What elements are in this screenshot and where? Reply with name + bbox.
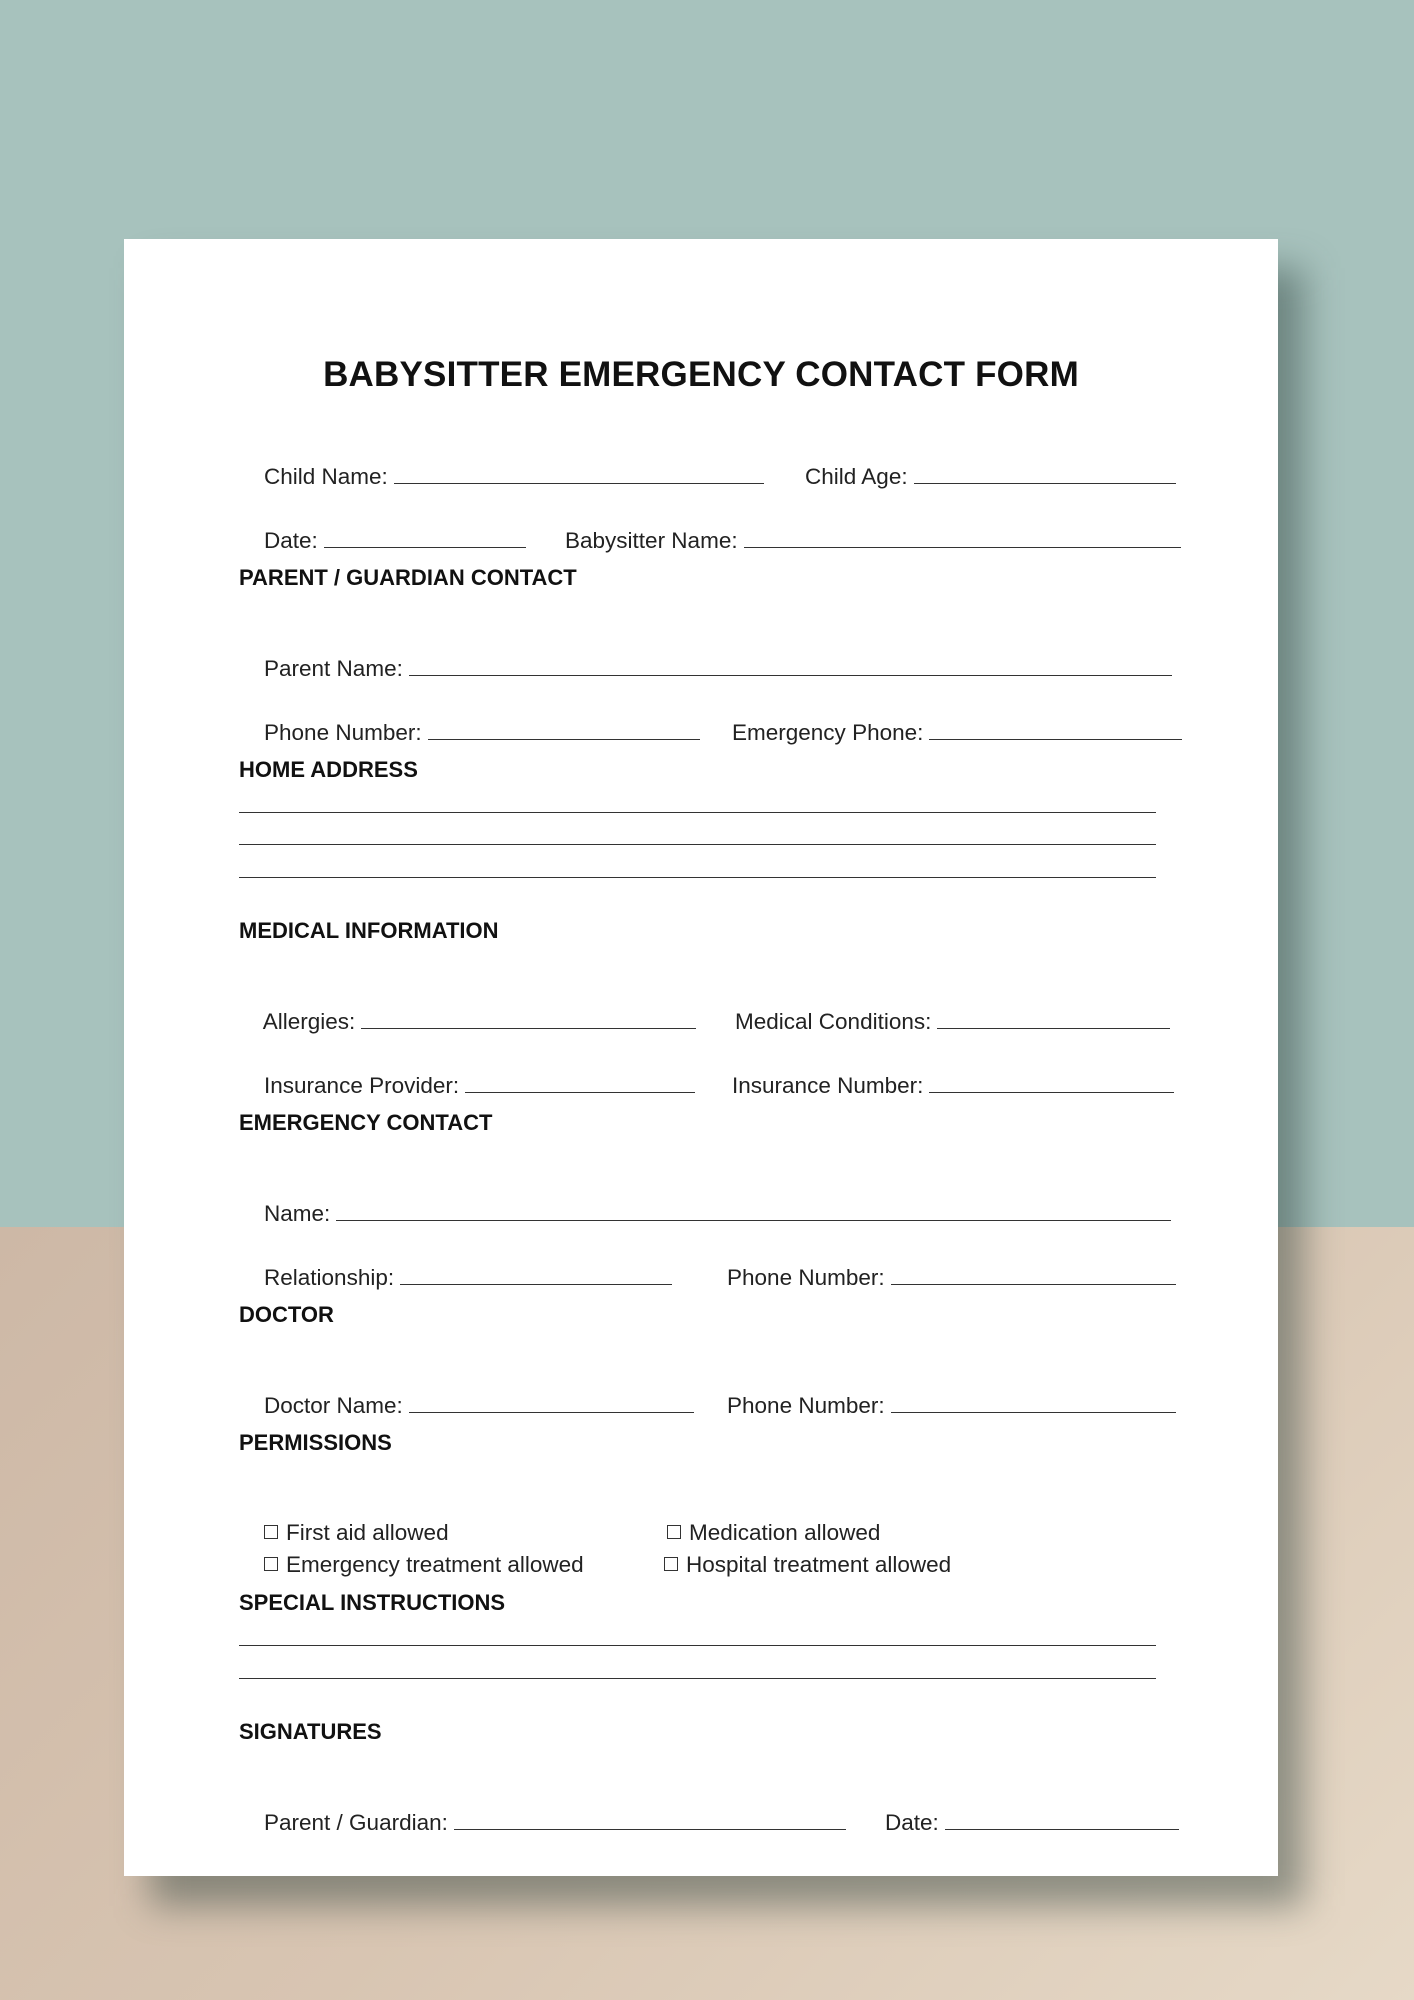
parent-name-label: Parent Name: [264, 656, 403, 681]
parent-guardian-signature-field[interactable] [454, 1809, 846, 1830]
doctor-name-field[interactable] [409, 1392, 694, 1413]
special-instructions-line-2[interactable] [239, 1678, 1156, 1679]
allergies-field[interactable] [361, 1008, 696, 1029]
relationship-label: Relationship: [264, 1265, 395, 1290]
emergency-phone-field[interactable] [929, 719, 1182, 740]
section-emergency-contact: EMERGENCY CONTACT [239, 1110, 493, 1135]
signature-date-field[interactable] [945, 1809, 1179, 1830]
date-field[interactable] [324, 527, 526, 548]
allergies-label: Allergies: [262, 1009, 356, 1034]
insurance-number-label: Insurance Number: [732, 1073, 924, 1098]
section-medical-information: MEDICAL INFORMATION [239, 918, 499, 943]
signature-date-label: Date: [885, 1810, 939, 1835]
ec-name-field[interactable] [336, 1200, 1171, 1221]
medical-conditions-label: Medical Conditions: [735, 1009, 932, 1034]
parent-name-field[interactable] [409, 655, 1172, 676]
checkbox-icon[interactable] [264, 1557, 278, 1571]
emergency-phone-label: Emergency Phone: [732, 720, 924, 745]
doctor-phone-label: Phone Number: [727, 1393, 885, 1418]
babysitter-name-label: Babysitter Name: [565, 528, 738, 553]
permission-emergency-treatment-label: Emergency treatment allowed [286, 1552, 584, 1577]
parent-guardian-signature-row [239, 1783, 846, 1862]
insurance-provider-label: Insurance Provider: [264, 1073, 460, 1098]
phone-number-label: Phone Number: [264, 720, 422, 745]
babysitter-name-field[interactable] [744, 527, 1181, 548]
form-paper [124, 239, 1278, 1876]
babysitter-row [540, 501, 1181, 580]
address-line-3[interactable] [239, 877, 1156, 878]
child-age-field[interactable] [914, 463, 1176, 484]
permission-medication-label: Medication allowed [689, 1520, 881, 1545]
doctor-phone-row [702, 1366, 1176, 1445]
checkbox-icon[interactable] [664, 1557, 678, 1571]
ec-name-label: Name: [264, 1201, 331, 1226]
section-special-instructions: SPECIAL INSTRUCTIONS [239, 1590, 506, 1615]
insurance-number-field[interactable] [929, 1072, 1174, 1093]
relationship-field[interactable] [400, 1264, 672, 1285]
ec-phone-field[interactable] [891, 1264, 1176, 1285]
address-line-2[interactable] [239, 844, 1156, 845]
child-name-label: Child Name: [264, 464, 388, 489]
section-doctor: DOCTOR [239, 1302, 334, 1327]
insurance-provider-field[interactable] [465, 1072, 695, 1093]
medical-conditions-field[interactable] [937, 1008, 1170, 1029]
section-parent-guardian: PARENT / GUARDIAN CONTACT [239, 565, 577, 590]
parent-guardian-label: Parent / Guardian: [264, 1810, 448, 1835]
signature-date-row [860, 1783, 1179, 1862]
section-home-address: HOME ADDRESS [239, 757, 418, 782]
doctor-phone-field[interactable] [891, 1392, 1176, 1413]
doctor-name-label: Doctor Name: [264, 1393, 403, 1418]
section-permissions: PERMISSIONS [239, 1430, 392, 1455]
permission-first-aid-label: First aid allowed [286, 1520, 449, 1545]
special-instructions-line-1[interactable] [239, 1645, 1156, 1646]
insurance-number-row [707, 1046, 1174, 1125]
emergency-phone-row [707, 693, 1182, 772]
child-age-label: Child Age: [805, 464, 908, 489]
permission-hospital[interactable] [639, 1526, 951, 1604]
form-title: BABYSITTER EMERGENCY CONTACT FORM [323, 355, 1079, 394]
address-line-1[interactable] [239, 812, 1156, 813]
section-signatures: SIGNATURES [239, 1719, 382, 1744]
ec-phone-row [702, 1238, 1176, 1317]
child-name-field[interactable] [394, 463, 764, 484]
ec-phone-label: Phone Number: [727, 1265, 885, 1290]
permission-hospital-label: Hospital treatment allowed [686, 1552, 952, 1577]
date-label: Date: [264, 528, 318, 553]
phone-number-field[interactable] [428, 719, 700, 740]
